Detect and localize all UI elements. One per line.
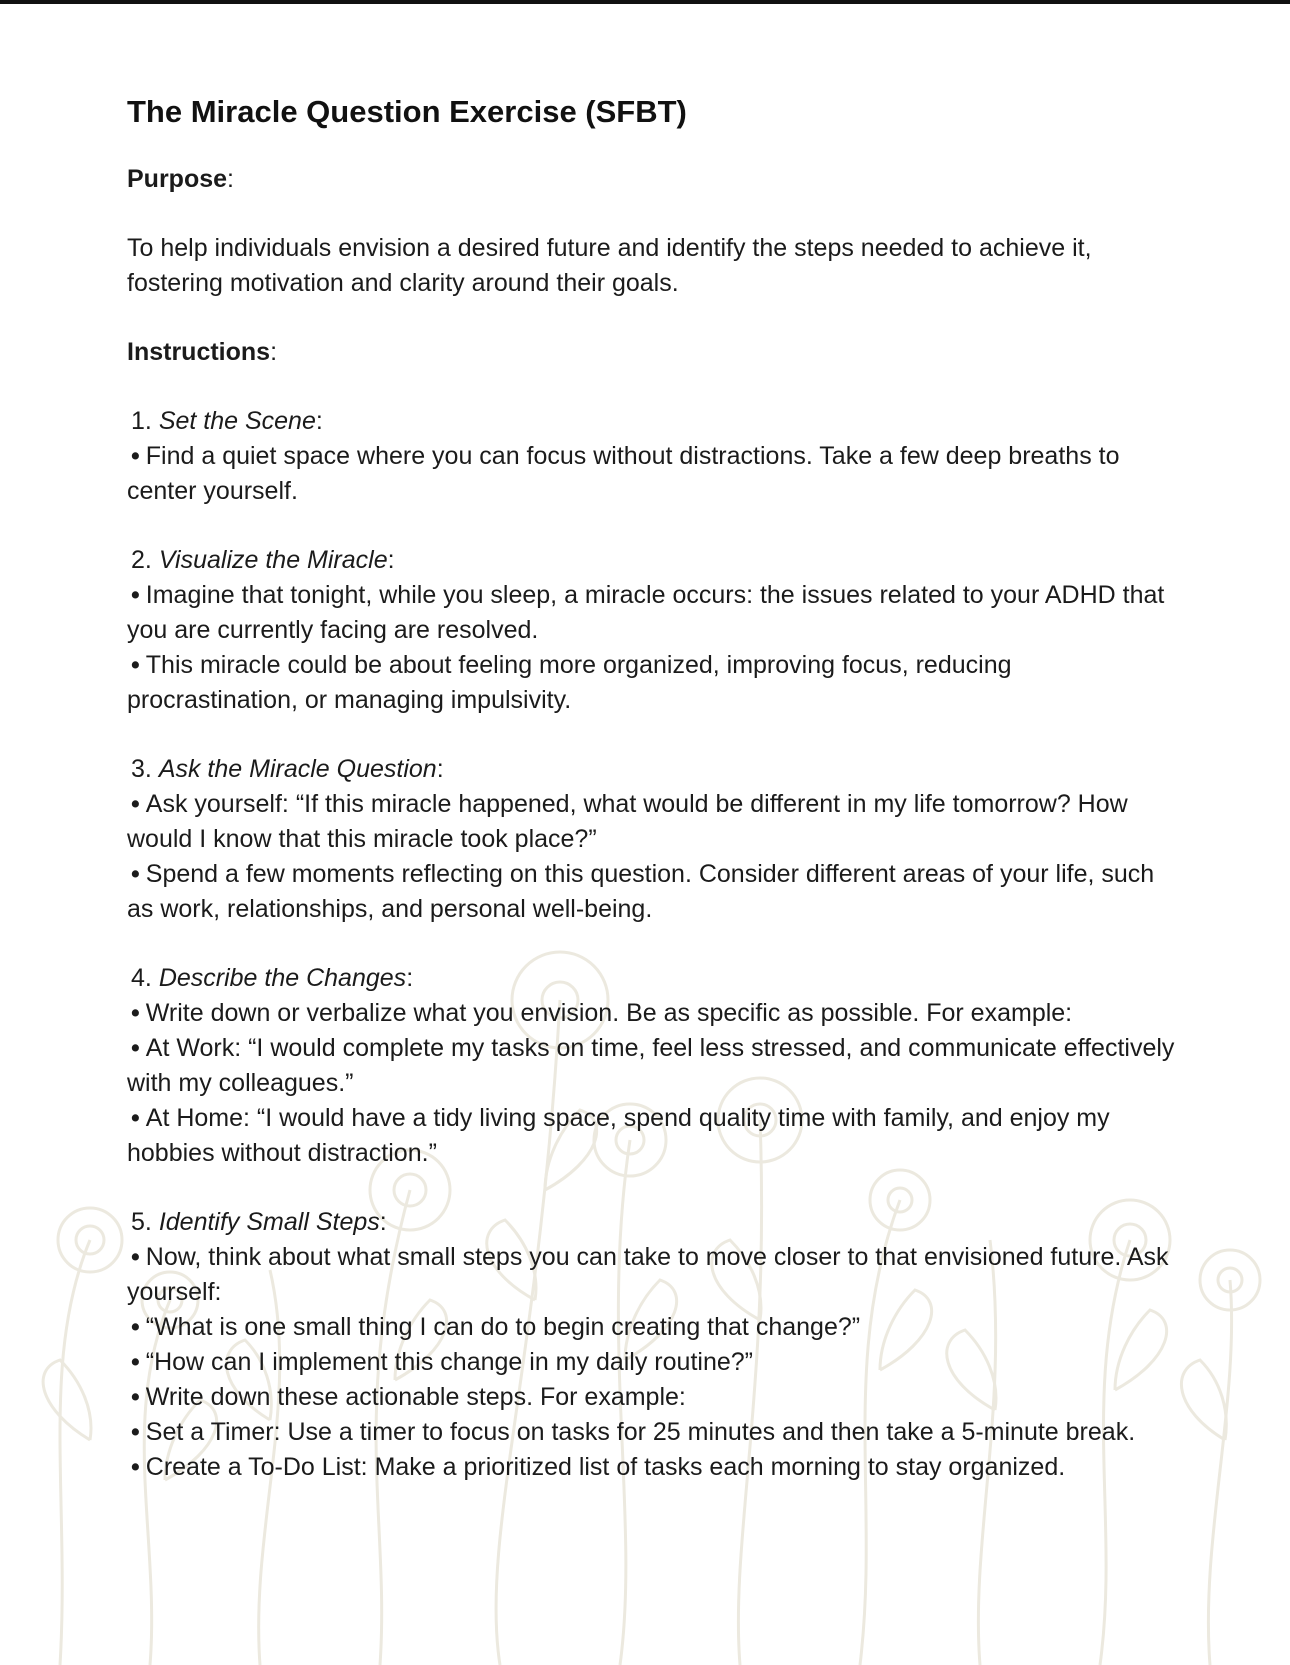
instructions-label-text: Instructions: [127, 338, 271, 366]
step-1: [127, 404, 1187, 509]
instructions-label: Instructions:: [127, 338, 278, 366]
bullet-text: Spend a few moments reflecting on this question. Consider different areas of your life, such as work, relationships, and personal well-being.: [127, 860, 1155, 923]
step-title: Identify Small Steps: [158, 1208, 380, 1236]
bullet-item: • “What is one small thing I can do to begin creating that change?”: [131, 1313, 861, 1341]
bullet-item: • At Home: “I would have a tidy living space, spend quality time with family, and enjoy my hobbies without distraction.”: [127, 1104, 1110, 1167]
purpose-label-text: Purpose: [127, 165, 228, 193]
step-title: Describe the Changes: [158, 964, 407, 992]
bullet-item: • Find a quiet space where you can focus without distractions. Take a few deep breaths to center yourself.: [127, 442, 1120, 505]
step-title: Visualize the Miracle: [158, 546, 388, 574]
bullet-text: Set a Timer: Use a timer to focus on tasks for 25 minutes and then take a 5-minute break.: [145, 1418, 1136, 1446]
step-5: [127, 1205, 1187, 1485]
step-2: [127, 543, 1187, 718]
purpose-label: Purpose:: [127, 165, 234, 193]
bullet-item: • Now, think about what small steps you can take to move closer to that envisioned future. Ask yourself:: [127, 1243, 1169, 1306]
step-number: 1.: [131, 407, 152, 435]
purpose-text: To help individuals envision a desired future and identify the steps needed to achieve it, fostering motivation and clarity around their goals.: [127, 234, 1092, 297]
bullet-text: This miracle could be about feeling more organized, improving focus, reducing procrastination, or managing impulsivity.: [127, 651, 1012, 714]
bullet-item: • Spend a few moments reflecting on this question. Consider different areas of your life, such as work, relationships, and personal well-being.: [127, 860, 1155, 923]
step-heading: 2. Visualize the Miracle:: [131, 546, 395, 574]
bullet-item: • Imagine that tonight, while you sleep, a miracle occurs: the issues related to your ADHD that you are currently facing are resolved.: [127, 581, 1165, 644]
step-heading: 4. Describe the Changes:: [131, 964, 414, 992]
bullet-item: • This miracle could be about feeling more organized, improving focus, reducing procrastination, or managing impulsivity.: [127, 651, 1012, 714]
bullet-text: Imagine that tonight, while you sleep, a miracle occurs: the issues related to your ADHD that you are currently facing are resolved.: [127, 581, 1165, 644]
step-4: [127, 961, 1187, 1171]
step-number: 5.: [131, 1208, 152, 1236]
bullet-item: • “How can I implement this change in my daily routine?”: [131, 1348, 753, 1376]
step-title: Ask the Miracle Question: [158, 755, 437, 783]
bullet-text: At Work: “I would complete my tasks on time, feel less stressed, and communicate effectively with my colleagues.”: [127, 1034, 1175, 1097]
step-heading: 1. Set the Scene:: [131, 407, 323, 435]
bullet-text: “What is one small thing I can do to begin creating that change?”: [145, 1313, 861, 1341]
bullet-text: Write down these actionable steps. For example:: [145, 1383, 686, 1411]
step-title: Set the Scene: [158, 407, 316, 435]
bullet-item: • Ask yourself: “If this miracle happened, what would be different in my life tomorrow? How would I know that this miracle took place?”: [127, 790, 1128, 853]
bullet-item: • Create a To-Do List: Make a prioritized list of tasks each morning to stay organized.: [131, 1453, 1066, 1481]
step-number: 2.: [131, 546, 152, 574]
step-heading: 3. Ask the Miracle Question:: [131, 755, 444, 783]
bullet-item: • Write down or verbalize what you envision. Be as specific as possible. For example:: [131, 999, 1073, 1027]
step-number: 4.: [131, 964, 152, 992]
bullet-item: • Set a Timer: Use a timer to focus on tasks for 25 minutes and then take a 5-minute break.: [131, 1418, 1136, 1446]
step-heading: 5. Identify Small Steps:: [131, 1208, 387, 1236]
step-number: 3.: [131, 755, 152, 783]
bullet-item: • Write down these actionable steps. For example:: [131, 1383, 686, 1411]
bullet-text: Write down or verbalize what you envision. Be as specific as possible. For example:: [145, 999, 1073, 1027]
document-title: The Miracle Question Exercise (SFBT): [127, 94, 687, 129]
bullet-text: At Home: “I would have a tidy living space, spend quality time with family, and enjoy my hobbies without distraction.”: [127, 1104, 1110, 1167]
bullet-text: Ask yourself: “If this miracle happened, what would be different in my life tomorrow? How would I know that this miracle took place?”: [127, 790, 1128, 853]
top-border: [0, 0, 1290, 4]
bullet-text: “How can I implement this change in my daily routine?”: [145, 1348, 753, 1376]
bullet-text: Create a To-Do List: Make a prioritized list of tasks each morning to stay organized.: [145, 1453, 1066, 1481]
bullet-item: • At Work: “I would complete my tasks on time, feel less stressed, and communicate effectively with my colleagues.”: [127, 1034, 1175, 1097]
bullet-text: Find a quiet space where you can focus without distractions. Take a few deep breaths to center yourself.: [127, 442, 1120, 505]
step-3: [127, 752, 1187, 927]
document-page: [127, 92, 1187, 1485]
bullet-text: Now, think about what small steps you can take to move closer to that envisioned future. Ask yourself:: [127, 1243, 1169, 1306]
